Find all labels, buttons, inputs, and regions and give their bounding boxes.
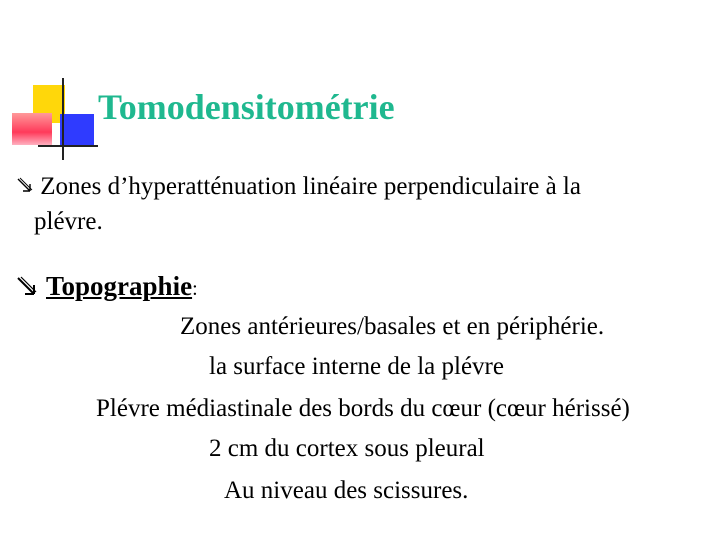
topography-item: Plévre médiastinale des bords du cœur (cœur hérissé) (96, 395, 630, 422)
bullet-paragraph-2 (16, 266, 198, 309)
topography-colon: : (192, 278, 198, 300)
bullet-1-line-2: plévre. (34, 208, 103, 236)
logo-blue-square (60, 114, 94, 147)
logo-squares (0, 0, 100, 170)
topography-item: Au niveau des scissures. (224, 477, 469, 504)
arrow-bullet-icon (16, 269, 38, 309)
bullet-1-line-1: Zones d’hyperatténuation linéaire perpendiculaire à la (34, 173, 581, 200)
logo-horizontal-line (38, 145, 98, 147)
bullet-paragraph-1 (16, 170, 706, 239)
logo-red-square (12, 113, 52, 145)
slide-title: Tomodensitométrie (98, 87, 395, 127)
topography-heading: Topographie (46, 271, 193, 301)
topography-item: 2 cm du cortex sous pleural (209, 435, 485, 462)
logo-vertical-line (62, 78, 64, 160)
topography-item: la surface interne de la plévre (209, 353, 504, 380)
topography-item: Zones antérieures/basales et en périphérie. (180, 313, 605, 340)
arrow-bullet-icon (16, 171, 34, 205)
